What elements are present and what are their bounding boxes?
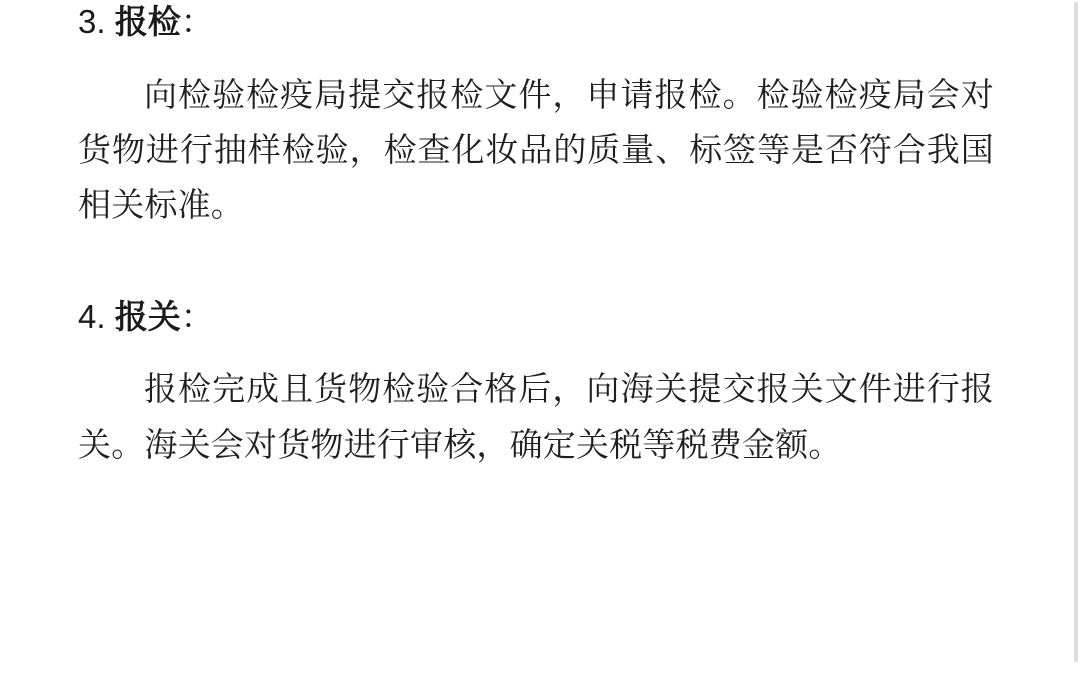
section-3-number: 3. [78, 3, 106, 40]
spacer [78, 45, 994, 67]
spacer [78, 339, 994, 361]
section-4-number: 4. [78, 297, 106, 335]
section-3-colon: ： [180, 3, 214, 40]
section-3 [78, 0, 994, 233]
vertical-scrollbar[interactable] [1074, 0, 1080, 674]
section-3-title: 报检 [114, 3, 181, 40]
section-4-heading [78, 295, 994, 340]
section-4 [78, 295, 994, 472]
document-content [78, 0, 994, 472]
section-gap [78, 233, 994, 295]
section-3-body: 向检验检疫局提交报检文件，申请报检。检验检疫局会对货物进行抽样检验，检查化妆品的质量、标签等是否符合我国相关标准。 [78, 75, 994, 224]
section-3-heading [78, 0, 994, 45]
section-4-colon: ： [180, 297, 214, 335]
scrollbar-thumb[interactable] [1074, 2, 1078, 662]
section-4-body: 报检完成且货物检验合格后，向海关提交报关文件进行报关。海关会对货物进行审核，确定关税等税费金额。 [78, 370, 994, 463]
section-4-title: 报关 [114, 297, 181, 335]
